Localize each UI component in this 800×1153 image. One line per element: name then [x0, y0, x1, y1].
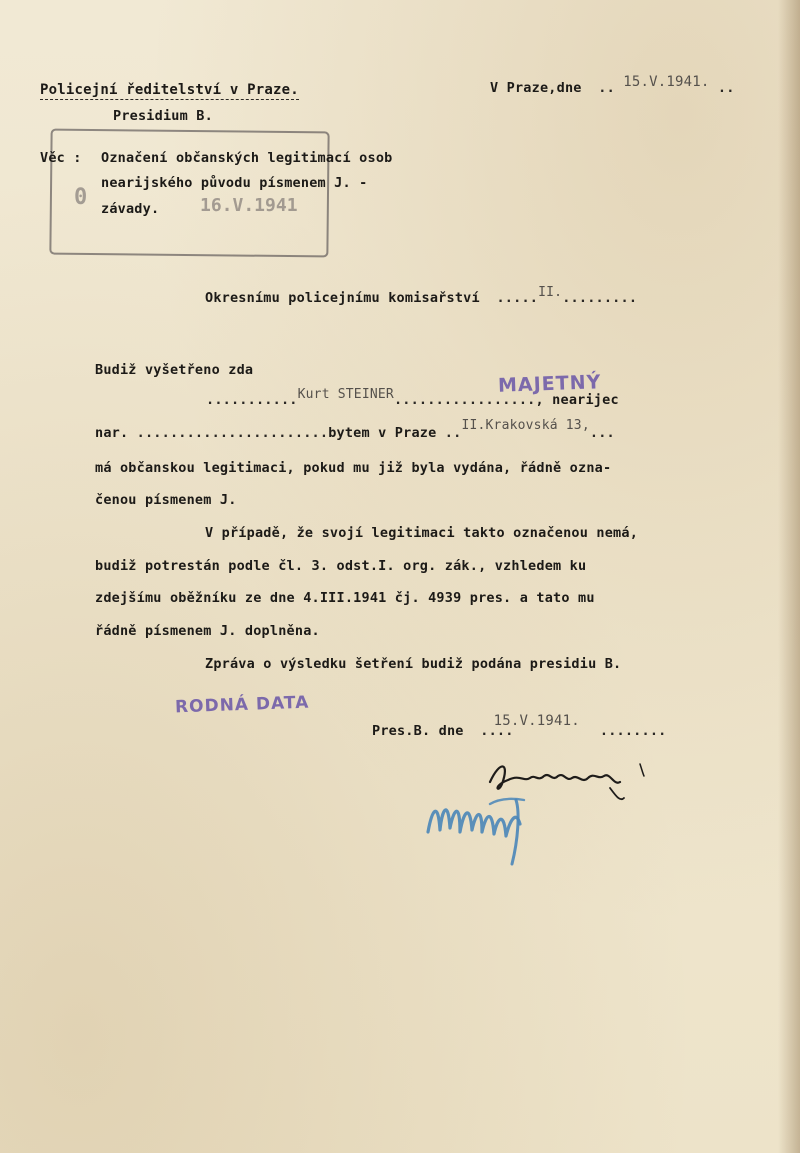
nearijec-text: , nearijec [535, 392, 619, 408]
address-value: II.Krakovská 13, [461, 418, 590, 433]
district-number: II. [538, 285, 563, 300]
authority-heading [40, 82, 299, 98]
body-para2-line-3: zdejšímu oběžníku ze dne 4.III.1941 čj. 4939 pres. a tato mu [95, 590, 595, 606]
addressee-line: Okresnímu policejnímu komisařství .....II.......... [205, 285, 638, 306]
receipt-stamp-date: 16.V.1941 [200, 195, 298, 216]
footer-date: 15.V.1941. [493, 713, 580, 729]
authority-text: Policejní ředitelství v Praze. [40, 82, 299, 98]
body-intro: Budiž vyšetřeno zda [95, 362, 254, 378]
nar-label: nar. [95, 425, 129, 441]
majetny-stamp: MAJETNÝ [497, 371, 602, 397]
addressee-text: Okresnímu policejnímu komisařství [205, 290, 480, 306]
place-date: V Praze,dne .. 15.V.1941. .. [490, 74, 735, 96]
footer-date-line: Pres.B. dne ....15.V.1941......... [372, 713, 667, 739]
header-date: 15.V.1941. [623, 74, 710, 90]
footer-label: Pres.B. dne [372, 723, 464, 739]
receipt-stamp-number: 0 [74, 185, 88, 210]
subject-line-1: Označení občanských legitimací osob [101, 150, 393, 166]
nar-line: nar. .......................bytem v Praze ..II.Krakovská 13,... [95, 418, 615, 441]
body-para2-line-1: V případě, že svojí legitimaci takto označenou nemá, [205, 525, 639, 541]
department-heading: Presidium B. [113, 108, 213, 124]
subject-line-2: nearijského původu písmenem J. - [101, 175, 368, 191]
body-para2-line-4: řádně písmenem J. doplněna. [95, 623, 320, 639]
bytem-text: bytem v Praze [328, 425, 437, 441]
receipt-stamp-frame [49, 129, 329, 258]
body-line-4: čenou písmenem J. [95, 492, 237, 508]
person-name: Kurt STEINER [297, 387, 394, 402]
subject-label: Věc : [40, 150, 82, 166]
paper-edge-shadow [778, 0, 800, 1153]
place-date-label: V Praze,dne [490, 80, 582, 96]
body-line-3: má občanskou legitimaci, pokud mu již byla vydána, řádně ozna- [95, 460, 612, 476]
name-line: ...........Kurt STEINER................., nearijec [206, 387, 619, 408]
blue-signature [420, 780, 540, 870]
body-para2-line-2: budiž potrestán podle čl. 3. odst.I. org. zák., vzhledem ku [95, 558, 587, 574]
subject-line-3: závady. [101, 201, 160, 217]
rodna-data-stamp: RODNÁ DATA [174, 692, 310, 718]
body-report-line: Zpráva o výsledku šetření budiž podána presidiu B. [205, 656, 622, 672]
